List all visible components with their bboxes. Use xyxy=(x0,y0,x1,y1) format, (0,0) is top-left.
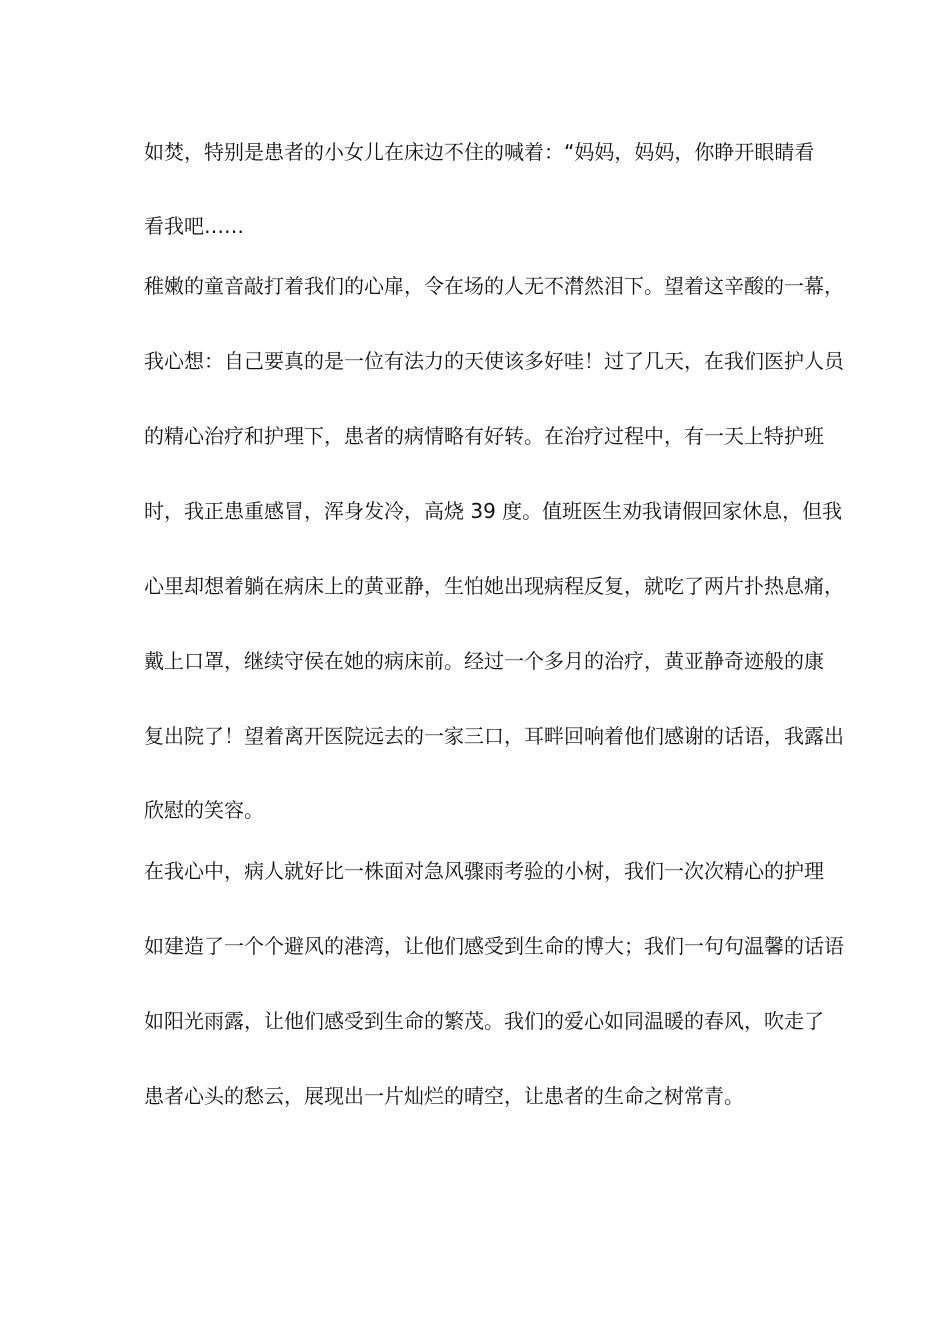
text-line: 患者心头的愁云，展现出一片灿烂的晴空，让患者的生命之树常青。 xyxy=(144,1084,744,1108)
text-line: 如焚，特别是患者的小女儿在床边不住的喊着：“妈妈，妈妈，你睁开眼睛看 xyxy=(144,140,815,164)
text-line: 心里却想着躺在病床上的黄亚静，生怕她出现病程反复，就吃了两片扑热息痛， xyxy=(144,574,844,598)
text-line: 的精心治疗和护理下，患者的病情略有好转。在治疗过程中，有一天上特护班 xyxy=(144,424,824,448)
text-line: 戴上口罩，继续守侯在她的病床前。经过一个多月的治疗，黄亚静奇迹般的康 xyxy=(144,649,824,673)
text-line: 欣慰的笑容。 xyxy=(144,798,264,822)
text-line: 在我心中，病人就好比一株面对急风骤雨考验的小树，我们一次次精心的护理 xyxy=(144,859,824,883)
text-line: 稚嫩的童音敲打着我们的心扉，令在场的人无不潸然泪下。望着这辛酸的一幕， xyxy=(144,274,844,298)
text-line: 看我吧…… xyxy=(144,214,244,238)
text-line: 如阳光雨露，让他们感受到生命的繁茂。我们的爱心如同温暖的春风，吹走了 xyxy=(144,1009,824,1033)
text-line: 如建造了一个个避风的港湾，让他们感受到生命的博大；我们一句句温馨的话语 xyxy=(144,934,844,958)
text-line: 复出院了！望着离开医院远去的一家三口，耳畔回响着他们感谢的话语，我露出 xyxy=(144,724,844,748)
text-line: 时，我正患重感冒，浑身发冷，高烧 39 度。值班医生劝我请假回家休息，但我 xyxy=(144,499,843,523)
text-line: 我心想：自己要真的是一位有法力的天使该多好哇！过了几天，在我们医护人员 xyxy=(144,349,844,373)
